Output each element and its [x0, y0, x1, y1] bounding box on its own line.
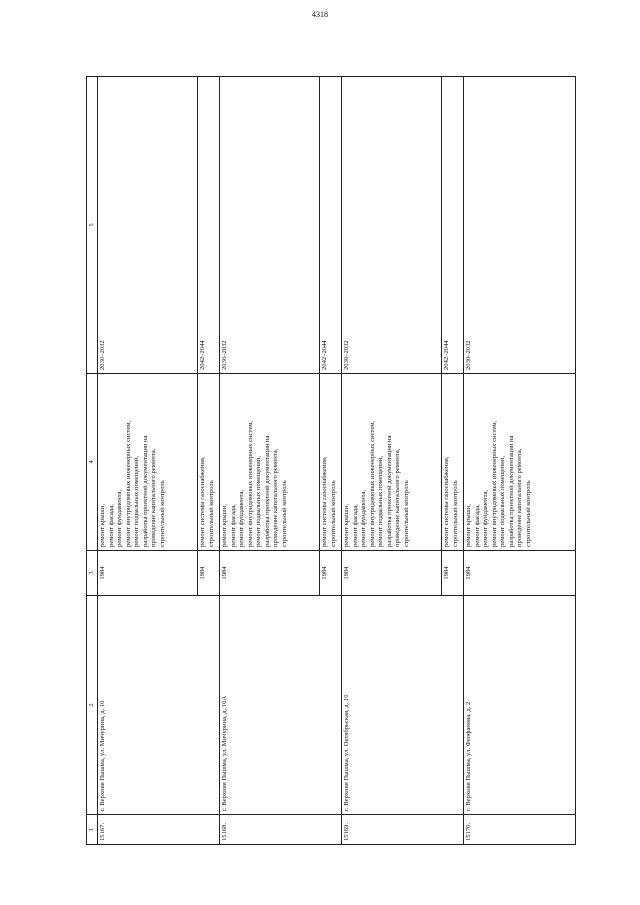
table-row [342, 77, 442, 845]
column-header: 5 [87, 77, 98, 374]
work-item: ремонт крыши, [343, 504, 351, 547]
work-item: ремонт системы газоснабжения, [199, 456, 207, 547]
work-item: ремонт внутридомовых инженерных систем, [124, 420, 132, 547]
period-cell: 2030–2032 [220, 77, 320, 374]
work-item: ремонт подвальных помещений, [133, 456, 141, 547]
work-item: ремонт фасада, [351, 504, 359, 547]
period-cell: 2030–2032 [342, 77, 442, 374]
year-cell: 1984 [342, 551, 442, 596]
header-row [87, 77, 98, 845]
works-cell [464, 374, 576, 551]
work-item: ремонт фундамента, [116, 489, 124, 547]
work-item: ремонт фасада, [107, 504, 115, 547]
work-item: проведение капитального ремонта, [516, 448, 524, 547]
year-cell: 1984 [220, 551, 320, 596]
period-cell: 2030–2032 [98, 77, 198, 374]
period-cell: 2042–2044 [442, 77, 464, 374]
address-cell: г. Верхняя Пышма, ул. Мичурина, д. 10А [220, 596, 342, 815]
work-item: строительный контроль [207, 480, 215, 547]
work-item: ремонт системы газоснабжения, [321, 456, 329, 547]
works-cell [342, 374, 442, 551]
page-number: 4318 [312, 10, 328, 19]
work-item: ремонт фундамента, [238, 489, 246, 547]
rotated-table-wrapper [86, 77, 576, 845]
work-item: строительный контроль [451, 480, 459, 547]
year-cell: 1984 [98, 551, 198, 596]
column-header: 1 [87, 815, 98, 845]
work-item: строительный контроль [281, 480, 288, 547]
work-item: строительный контроль [403, 480, 410, 547]
work-item: проведение капитального ремонта, [150, 448, 158, 547]
work-item: строительный контроль [329, 480, 337, 547]
row-number: 15169. [342, 815, 464, 845]
table-row [464, 77, 576, 845]
year-cell: 1984 [442, 551, 464, 596]
row-number: 15170. [464, 815, 576, 845]
period-cell: 2042–2044 [198, 77, 220, 374]
column-header: 3 [87, 551, 98, 596]
period-cell: 2030–2032 [464, 77, 576, 374]
year-cell: 1984 [464, 551, 576, 596]
work-item: строительный контроль [159, 480, 166, 547]
work-item: разработка проектной документации на [507, 435, 515, 547]
work-item: ремонт фасада, [473, 504, 481, 547]
work-item: ремонт системы газоснабжения, [443, 456, 451, 547]
work-item: ремонт подвальных помещений, [377, 456, 385, 547]
address-cell: г. Верхняя Пышма, ул. Мичурина, д. 10 [98, 596, 220, 815]
row-number: 15167. [98, 815, 220, 845]
work-item: ремонт крыши, [99, 504, 107, 547]
work-item: проведение капитального ремонта, [272, 448, 280, 547]
works-cell [442, 374, 464, 551]
work-item: ремонт крыши, [465, 504, 473, 547]
column-header: 4 [87, 374, 98, 551]
year-cell: 1984 [198, 551, 220, 596]
work-item: проведение капитального ремонта, [394, 448, 402, 547]
work-item: ремонт крыши, [221, 504, 229, 547]
work-item: ремонт подвальных помещений, [255, 456, 263, 547]
repair-schedule-table [86, 76, 576, 845]
works-cell [220, 374, 320, 551]
work-item: ремонт фасада, [229, 504, 237, 547]
year-cell: 1984 [320, 551, 342, 596]
works-cell [320, 374, 342, 551]
address-cell: г. Верхняя Пышма, ул. Феофанова, д. 2 [464, 596, 576, 815]
work-item: ремонт внутридомовых инженерных систем, [368, 420, 376, 547]
column-header: 2 [87, 596, 98, 815]
work-item: ремонт фундамента, [360, 489, 368, 547]
address-cell: г. Верхняя Пышма, ул. Октябрьская, д. 10 [342, 596, 464, 815]
work-item: ремонт подвальных помещений, [499, 456, 507, 547]
work-item: ремонт фундамента, [482, 489, 490, 547]
works-cell [198, 374, 220, 551]
work-item: разработка проектной документации на [141, 435, 149, 547]
work-item: разработка проектной документации на [263, 435, 271, 547]
work-item: ремонт внутридомовых инженерных систем, [246, 420, 254, 547]
work-item: разработка проектной документации на [385, 435, 393, 547]
work-item: строительный контроль [525, 480, 532, 547]
works-cell [98, 374, 198, 551]
table-row [98, 77, 198, 845]
period-cell: 2042–2044 [320, 77, 342, 374]
table-row [220, 77, 320, 845]
row-number: 15168. [220, 815, 342, 845]
work-item: ремонт внутридомовых инженерных систем, [490, 420, 498, 547]
